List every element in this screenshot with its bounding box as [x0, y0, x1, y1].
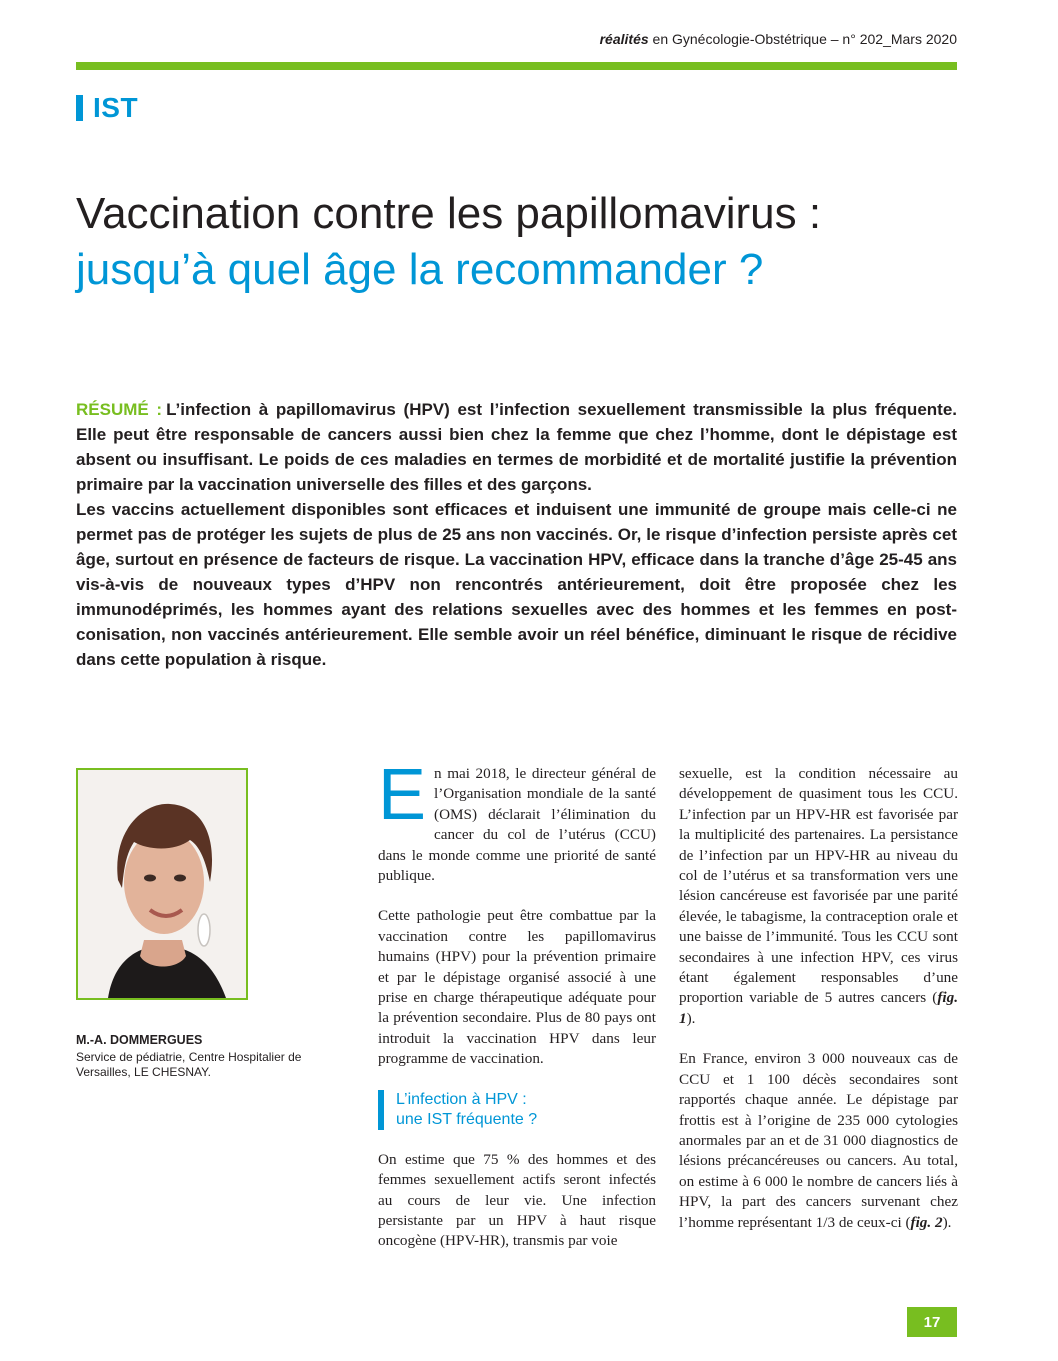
subheading-text — [396, 1090, 537, 1130]
article-subtitle: jusqu’à quel âge la recommander ? — [76, 245, 764, 294]
body-column-2 — [378, 755, 656, 1272]
section-label: IST — [93, 92, 139, 123]
body-text-5: En France, environ 3 000 nouveaux cas de CCU et 1 100 décès secondaires sont rapportés chaque année. Le dépistage par frottis est à l’origine de 235 000 cytologies anormales par an et de 31 000 diagnostics de lésions précancéreuses ou cancers. Au total, on estime à 6 000 le nombre de cancers liés à HPV, la part des cancers survenant chez l’homme représentant 1/3 de ceux-ci ( — [679, 1050, 958, 1231]
author-affiliation: Service de pédiatrie, Centre Hospitalier de Versailles, LE CHESNAY. — [76, 1050, 302, 1079]
journal-brand: réalités — [599, 31, 649, 47]
header-rule — [76, 62, 957, 70]
section-bar — [76, 95, 83, 121]
subheading-bar — [378, 1090, 384, 1130]
body-paragraph-5 — [679, 1049, 958, 1233]
body-paragraph-3: On estime que 75 % des hommes et des femmes sexuellement actifs seront infectés au cours de leur vie. Une infection persistante par un HPV à haut risque oncogène (HPV-HR), transmis par voie — [378, 1150, 656, 1250]
author-portrait-image — [78, 770, 246, 998]
journal-issue: en Gynécologie-Obstétrique – n° 202_Mars 2020 — [652, 31, 957, 47]
drop-cap: E — [378, 755, 427, 835]
abstract — [76, 397, 957, 672]
figure-reference-2: fig. 2 — [910, 1213, 943, 1231]
body-paragraph-4 — [679, 764, 958, 1029]
abstract-paragraph-2: Les vaccins actuellement disponibles sont efficaces et induisent une immunité de groupe mais celle-ci ne permet pas de protéger les sujets de plus de 25 ans non vaccinés. Or, le risque d’infection persiste après cet âge, surtout en présence de facteurs de risque. La vaccination HPV, efficace dans la tranche d’âge 25-45 ans vis-à-vis de nouveaux types d’HPV non rencontrés antérieurement, doit être proposée chez les immunodéprimés, les hommes ayant des relations sexuelles avec des hommes et les femmes en post-conisation, non vaccinés antérieurement. Elle semble avoir un réel bénéfice, diminuant le risque de récidive dans cette population à risque. — [76, 500, 957, 669]
body-text-5-end: ). — [942, 1213, 952, 1231]
subheading-line-2: une IST fréquente ? — [396, 1110, 538, 1128]
body-text-4-end: ). — [686, 1009, 696, 1027]
section-tag — [76, 92, 138, 124]
body-column-3 — [679, 764, 958, 1253]
author-photo — [76, 768, 248, 1000]
abstract-lead: RÉSUMÉ : — [76, 400, 163, 419]
body-paragraph-2: Cette pathologie peut être combattue par la vaccination contre les papillomavirus humains (HPV) pour la prévention primaire et par le dépistage organisé associé à une prise en charge thérapeutique adéquate pour la prévention secondaire. Plus de 80 pays ont introduit la vaccination HPV dans leur programme de vaccination. — [378, 907, 656, 1068]
page-number: 17 — [907, 1307, 957, 1337]
running-header — [76, 31, 957, 51]
article-title: Vaccination contre les papillomavirus : — [76, 189, 822, 238]
abstract-paragraph-1 — [76, 397, 957, 497]
subheading-line-1: L’infection à HPV : — [396, 1090, 527, 1108]
abstract-text-1: L’infection à papillomavirus (HPV) est l’infection sexuellement transmissible la plus fréquente. Elle peut être responsable de cancers aussi bien chez la femme que chez l’homme, dont le dépistage est absent ou insuffisant. Le poids de ces maladies en termes de morbidité et de mortalité justifie la prévention primaire par la vaccination universelle des filles et des garçons. — [76, 400, 957, 494]
author-name: M.-A. DOMMERGUES — [76, 1033, 203, 1047]
body-paragraph-1 — [378, 755, 656, 886]
body-text-4: sexuelle, est la condition nécessaire au développement de quasiment tous les CCU. L’infection par un HPV-HR est favorisée par la multiplicité des partenaires. La persistance de l’infection par un HPV-HR au niveau du col de l’utérus et sa transformation vers une lésion cancéreuse est favorisée par une parité élevée, le tabagisme, la contraception orale et une baisse de l’immunité. Tous les CCU sont secondaires à une infection HPV, ces virus étant également responsables d’une proportion variable de 5 autres cancers ( — [679, 765, 958, 1007]
body-text-1: n mai 2018, le directeur général de l’Organisation mondiale de la santé (OMS) déclarait l’élimination du cancer du col de l’utérus (CCU) dans le monde comme une priorité de santé publique. — [378, 765, 656, 885]
subheading — [378, 1090, 656, 1130]
figure-reference-1: fig. 1 — [679, 989, 958, 1027]
